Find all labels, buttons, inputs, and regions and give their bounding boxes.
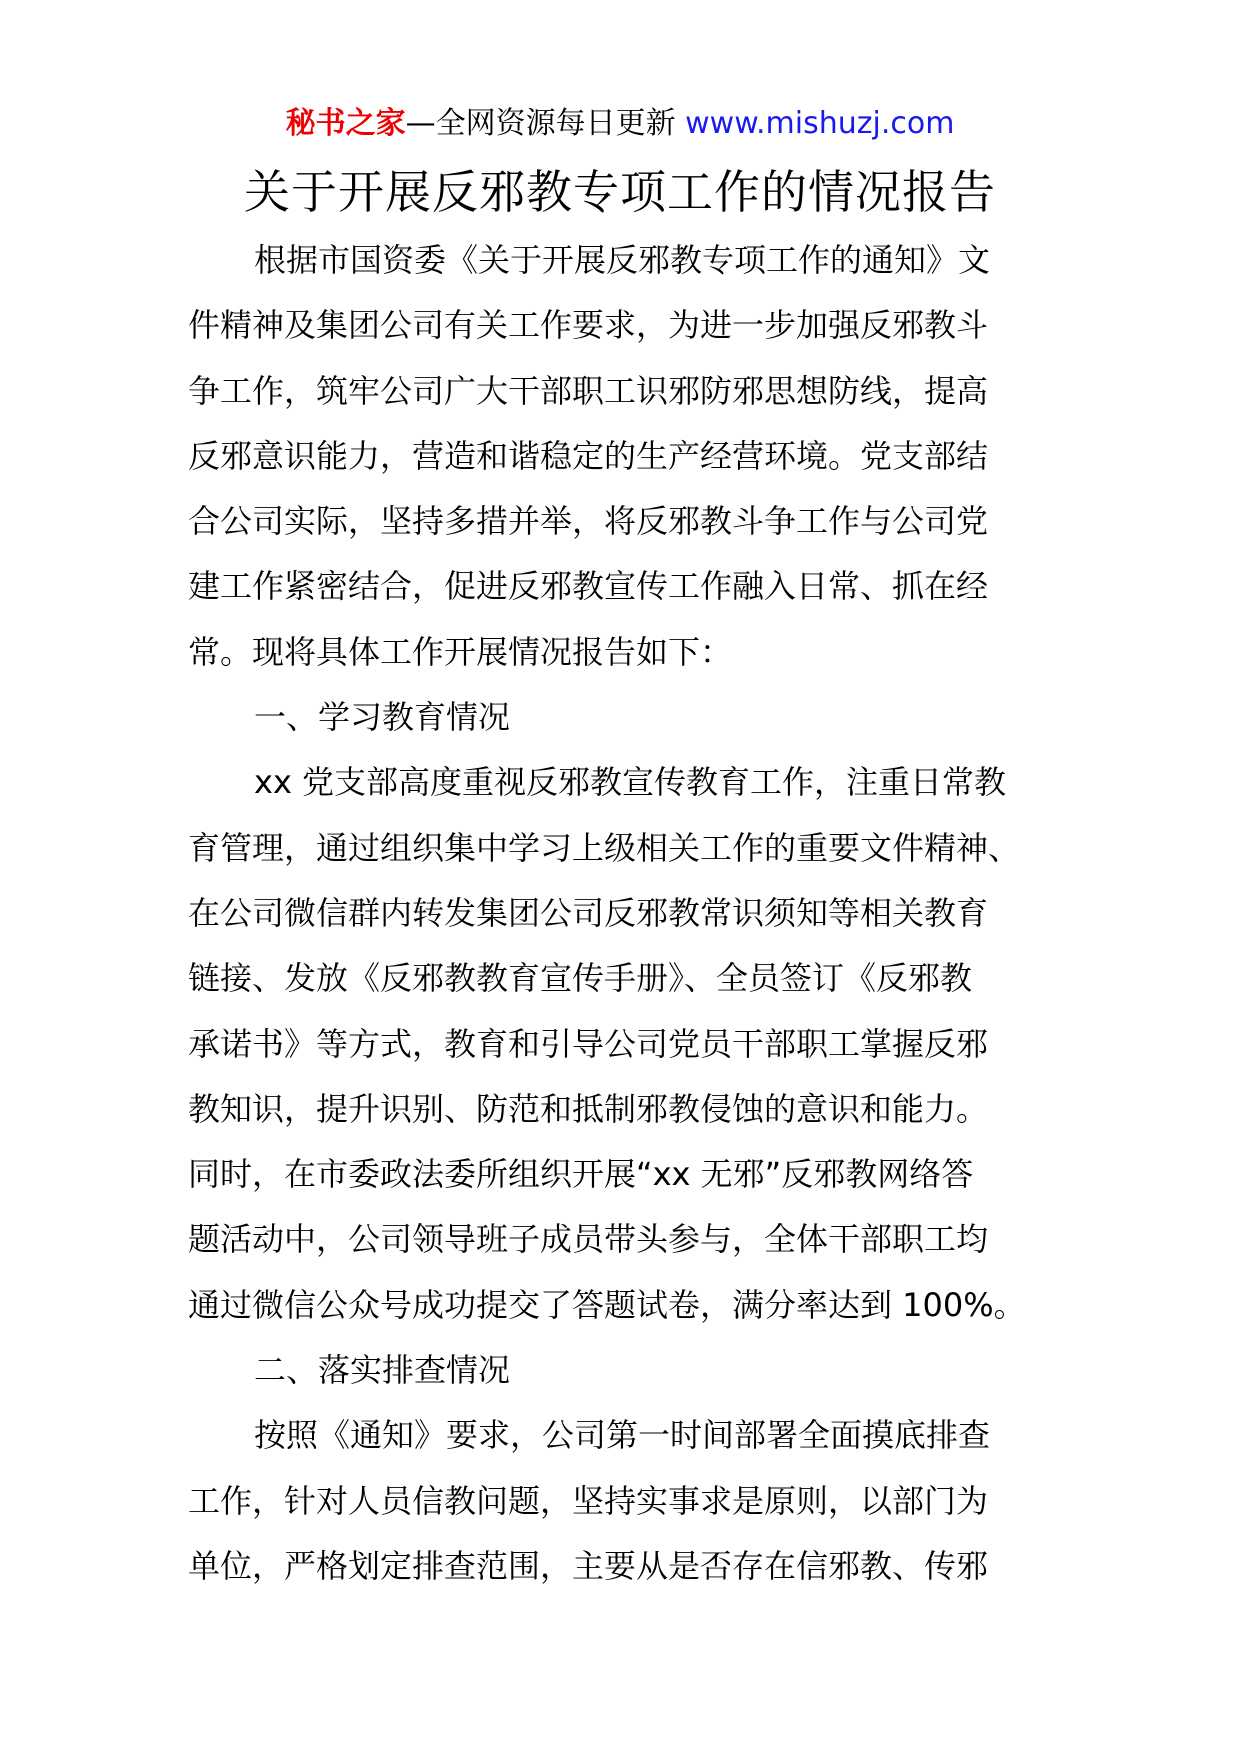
paragraph-line: 在公司微信群内转发集团公司反邪教常识须知等相关教育: [188, 893, 989, 932]
paragraph-line: 题活动中，公司领导班子成员带头参与，全体干部职工均: [188, 1220, 989, 1259]
site-banner: [0, 104, 1240, 144]
paragraph-line: 通过微信公众号成功提交了答题试卷，满分率达到 100%。: [188, 1285, 1026, 1324]
paragraph-line: 合公司实际，坚持多措并举，将反邪教斗争工作与公司党: [188, 502, 989, 541]
paragraph-line: 反邪意识能力，营造和谐稳定的生产经营环境。党支部结: [188, 436, 989, 475]
site-url-link[interactable]: www.mishuzj.com: [685, 106, 955, 141]
paragraph-line: 按照《通知》要求，公司第一时间部署全面摸底排查: [254, 1416, 991, 1455]
site-slogan: —全网资源每日更新: [405, 106, 686, 141]
paragraph-line: 根据市国资委《关于开展反邪教专项工作的通知》文: [254, 241, 991, 279]
paragraph-line: 工作，针对人员信教问题，坚持实事求是原则，以部门为: [188, 1481, 989, 1520]
paragraph-line: 同时，在市委政法委所组织开展“xx 无邪”反邪教网络答: [188, 1155, 974, 1194]
site-brand-name: 秘书之家: [285, 106, 406, 141]
paragraph-line: 教知识，提升识别、防范和抵制邪教侵蚀的意识和能力。: [188, 1089, 989, 1128]
paragraph-line: 争工作，筑牢公司广大干部职工识邪防邪思想防线，提高: [188, 371, 989, 410]
paragraph-line: 常。现将具体工作开展情况报告如下：: [188, 632, 733, 671]
section-heading: 一、学习教育情况: [254, 698, 511, 737]
paragraph-line: 承诺书》等方式，教育和引导公司党员干部职工掌握反邪: [188, 1024, 989, 1063]
paragraph-line: 单位，严格划定排查范围，主要从是否存在信邪教、传邪: [188, 1546, 989, 1585]
paragraph-line: 件精神及集团公司有关工作要求，为进一步加强反邪教斗: [188, 306, 989, 345]
paragraph-line: 育管理，通过组织集中学习上级相关工作的重要文件精神、: [188, 828, 1021, 867]
section-heading: 二、落实排查情况: [254, 1351, 511, 1390]
document-body: [188, 228, 1048, 1599]
paragraph-line: xx 党支部高度重视反邪教宣传教育工作，注重日常教: [254, 763, 1007, 802]
paragraph-line: 链接、发放《反邪教教育宣传手册》、全员签订《反邪教: [188, 959, 973, 998]
document-title: 关于开展反邪教专项工作的情况报告: [244, 165, 996, 219]
paragraph-line: 建工作紧密结合，促进反邪教宣传工作融入日常、抓在经: [188, 567, 989, 606]
